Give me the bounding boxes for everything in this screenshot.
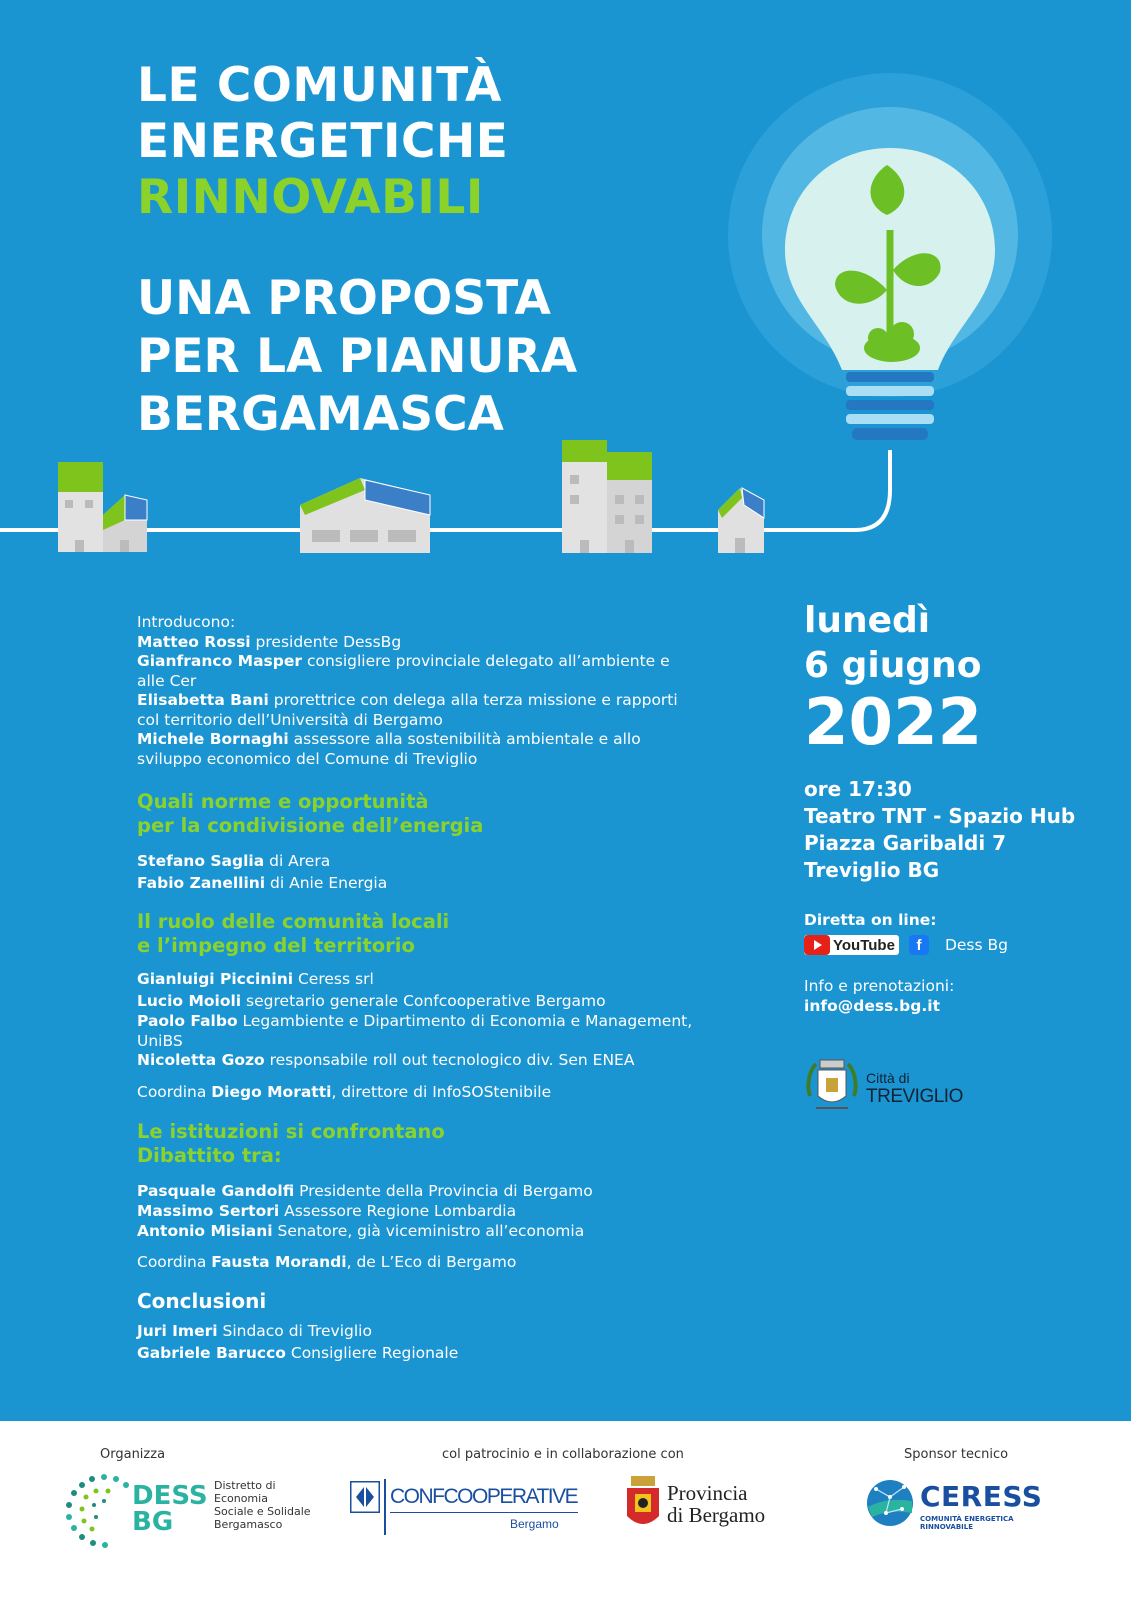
speaker-name: Stefano Saglia	[137, 852, 265, 870]
event-time: ore 17:30	[804, 777, 912, 801]
speaker-role: di Arera	[264, 852, 331, 870]
live-links	[804, 934, 1008, 956]
energy-illustration	[0, 40, 1131, 560]
speaker-name: Fabio Zanellini	[137, 874, 266, 892]
confcooperative-icon	[350, 1481, 380, 1513]
conclusions-title: Conclusioni	[137, 1289, 267, 1313]
provincia-line-2: di Bergamo	[667, 1503, 766, 1527]
event-year: 2022	[804, 686, 983, 760]
moderator-role: , de L’Eco di Bergamo	[346, 1253, 517, 1271]
subtitle-line-1: UNA PROPOSTA	[137, 271, 551, 326]
title-line-3: RINNOVABILI	[137, 170, 484, 225]
speaker-name: Elisabetta Bani	[137, 691, 269, 709]
dess-desc-line: Bergamasco	[214, 1518, 283, 1531]
speaker-role: Sindaco di Treviglio	[217, 1321, 372, 1340]
speaker-name: Gianfranco Masper	[137, 652, 303, 670]
intro-label: Introducono:	[137, 613, 236, 631]
speaker-role: prorettrice con delega alla terza missione e rapporti col territorio dell’Università di Bergamo	[137, 691, 678, 729]
building-3-icon	[562, 440, 652, 553]
speaker-line	[137, 1012, 697, 1051]
facebook-page-label[interactable]: Dess Bg	[944, 936, 1008, 954]
speaker-line	[137, 691, 697, 730]
moderator-name: Diego Moratti	[211, 1082, 332, 1101]
live-label: Diretta on line:	[804, 911, 937, 929]
footer	[0, 1421, 1131, 1600]
provincia-crest-icon	[625, 1476, 661, 1536]
lightbulb-icon	[728, 73, 1052, 440]
section-3	[137, 1120, 697, 1273]
conclusions-section	[137, 1289, 697, 1364]
event-venue-block	[804, 776, 1075, 884]
sponsor-label: Sponsor tecnico	[904, 1447, 1009, 1462]
speaker-role: consigliere provinciale delegato all’ambiente e alle Cer	[137, 652, 670, 690]
speaker-role: Assessore Regione Lombardia	[279, 1202, 517, 1220]
dess-description	[214, 1479, 311, 1531]
speaker-line	[137, 872, 697, 894]
intro-block	[137, 613, 697, 769]
title-line-1: LE COMUNITÀ	[137, 58, 502, 113]
speaker-line	[137, 1222, 697, 1242]
patrocinio-label: col patrocinio e in collaborazione con	[442, 1447, 684, 1462]
speaker-role: di Anie Energia	[265, 874, 388, 892]
speaker-name: Pasquale Gandolfi	[137, 1182, 295, 1200]
provincia-line-1: Provincia	[667, 1481, 748, 1505]
speaker-line	[137, 652, 697, 691]
speaker-name: Lucio Moioli	[137, 992, 242, 1010]
moderator-prefix: Coordina	[137, 1253, 212, 1271]
youtube-play-icon	[804, 935, 830, 955]
youtube-link[interactable]	[804, 935, 899, 955]
speaker-name: Paolo Falbo	[137, 1012, 238, 1030]
moderator-line	[137, 1083, 697, 1103]
moderator-name: Fausta Morandi	[211, 1253, 347, 1271]
section-2	[137, 910, 697, 1102]
subtitle-line-2: PER LA PIANURA	[137, 329, 578, 384]
dess-desc-line: Economia	[214, 1492, 268, 1505]
speaker-name: Juri Imeri	[137, 1321, 218, 1340]
speaker-line	[137, 1180, 697, 1202]
speaker-role: segretario generale Confcooperative Bergamo	[241, 992, 606, 1010]
confcooperative-sub: Bergamo	[510, 1517, 559, 1531]
treviglio-crest-icon	[802, 1056, 862, 1120]
moderator-role: , direttore di InfoSOStenibile	[331, 1082, 552, 1101]
youtube-label: YouTube	[833, 936, 895, 954]
speaker-role: Ceress srl	[293, 970, 374, 988]
speaker-role: presidente DessBg	[250, 632, 402, 651]
event-day: lunedì	[804, 600, 931, 641]
speaker-line	[137, 968, 697, 990]
speaker-line	[137, 1202, 697, 1222]
organizza-label: Organizza	[100, 1447, 166, 1462]
title-line-2: ENERGETICHE	[137, 114, 509, 169]
speaker-line	[137, 1320, 697, 1342]
speaker-line	[137, 850, 697, 872]
moderator-line	[137, 1253, 697, 1273]
speaker-line	[137, 730, 697, 769]
ceress-globe-icon	[866, 1479, 914, 1527]
subtitle-line-3: BERGAMASCA	[137, 387, 504, 442]
speaker-name: Michele Bornaghi	[137, 730, 289, 748]
moderator-prefix: Coordina	[137, 1082, 212, 1101]
ceress-name: CERESS	[920, 1480, 1043, 1513]
treviglio-logo	[802, 1056, 972, 1120]
dess-desc-line: Distretto di	[214, 1479, 276, 1492]
section-3-title-1: Le istituzioni si confrontano	[137, 1120, 445, 1143]
section-3-title-2: Dibattito tra:	[137, 1144, 282, 1167]
treviglio-label-1: Città di	[866, 1070, 910, 1086]
speaker-role: responsabile roll out tecnologico div. Sen ENEA	[264, 1051, 635, 1069]
confcooperative-name: CONFCOOPERATIVE	[390, 1485, 578, 1508]
ceress-logo	[866, 1479, 1066, 1539]
building-1-icon	[58, 462, 147, 552]
building-4-icon	[718, 488, 764, 553]
speaker-line	[137, 990, 697, 1012]
dess-name-1: DESS	[132, 1481, 208, 1511]
speaker-role: Consigliere Regionale	[285, 1343, 459, 1362]
dess-desc-line: Sociale e Solidale	[214, 1505, 311, 1518]
dess-bg-logo	[64, 1471, 314, 1561]
speaker-line	[137, 1051, 697, 1071]
dess-name-2: BG	[132, 1507, 174, 1537]
speaker-role: assessore alla sostenibilità ambientale e allo sviluppo economico del Comune di Treviglio	[137, 730, 641, 768]
confcooperative-logo	[350, 1479, 585, 1549]
section-2-title-2: e l’impegno del territorio	[137, 934, 415, 957]
section-1	[137, 790, 697, 894]
event-date-text: 6 giugno	[804, 645, 982, 686]
info-label: Info e prenotazioni:	[804, 977, 955, 995]
speaker-name: Antonio Misiani	[137, 1221, 273, 1240]
speaker-line	[137, 1342, 697, 1364]
speaker-role: Senatore, già viceministro all’economia	[272, 1221, 585, 1240]
section-2-title-1: Il ruolo delle comunità locali	[137, 910, 450, 933]
ceress-sub: COMUNITÀ ENERGETICA RINNOVABILE	[920, 1515, 1014, 1531]
speaker-line	[137, 633, 697, 653]
facebook-icon[interactable]: f	[909, 935, 929, 955]
speaker-name: Gabriele Barucco	[137, 1343, 286, 1362]
speaker-role: Legambiente e Dipartimento di Economia e Management, UniBS	[137, 1012, 693, 1050]
event-address: Piazza Garibaldi 7	[804, 831, 1007, 855]
contact-email[interactable]: info@dess.bg.it	[804, 997, 940, 1015]
event-date	[804, 598, 982, 758]
speaker-role: Presidente della Provincia di Bergamo	[294, 1182, 593, 1200]
event-city: Treviglio BG	[804, 858, 940, 882]
event-venue: Teatro TNT - Spazio Hub	[804, 804, 1076, 828]
speaker-name: Nicoletta Gozo	[137, 1051, 265, 1069]
section-1-title-2: per la condivisione dell’energia	[137, 814, 484, 837]
treviglio-label-2: TREVIGLIO	[866, 1086, 963, 1107]
provincia-bergamo-logo	[625, 1476, 795, 1546]
speaker-name: Massimo Sertori	[137, 1202, 280, 1220]
speaker-name: Matteo Rossi	[137, 632, 251, 651]
section-1-title-1: Quali norme e opportunità	[137, 790, 429, 813]
speaker-name: Gianluigi Piccinini	[137, 970, 294, 988]
building-2-icon	[300, 478, 430, 553]
